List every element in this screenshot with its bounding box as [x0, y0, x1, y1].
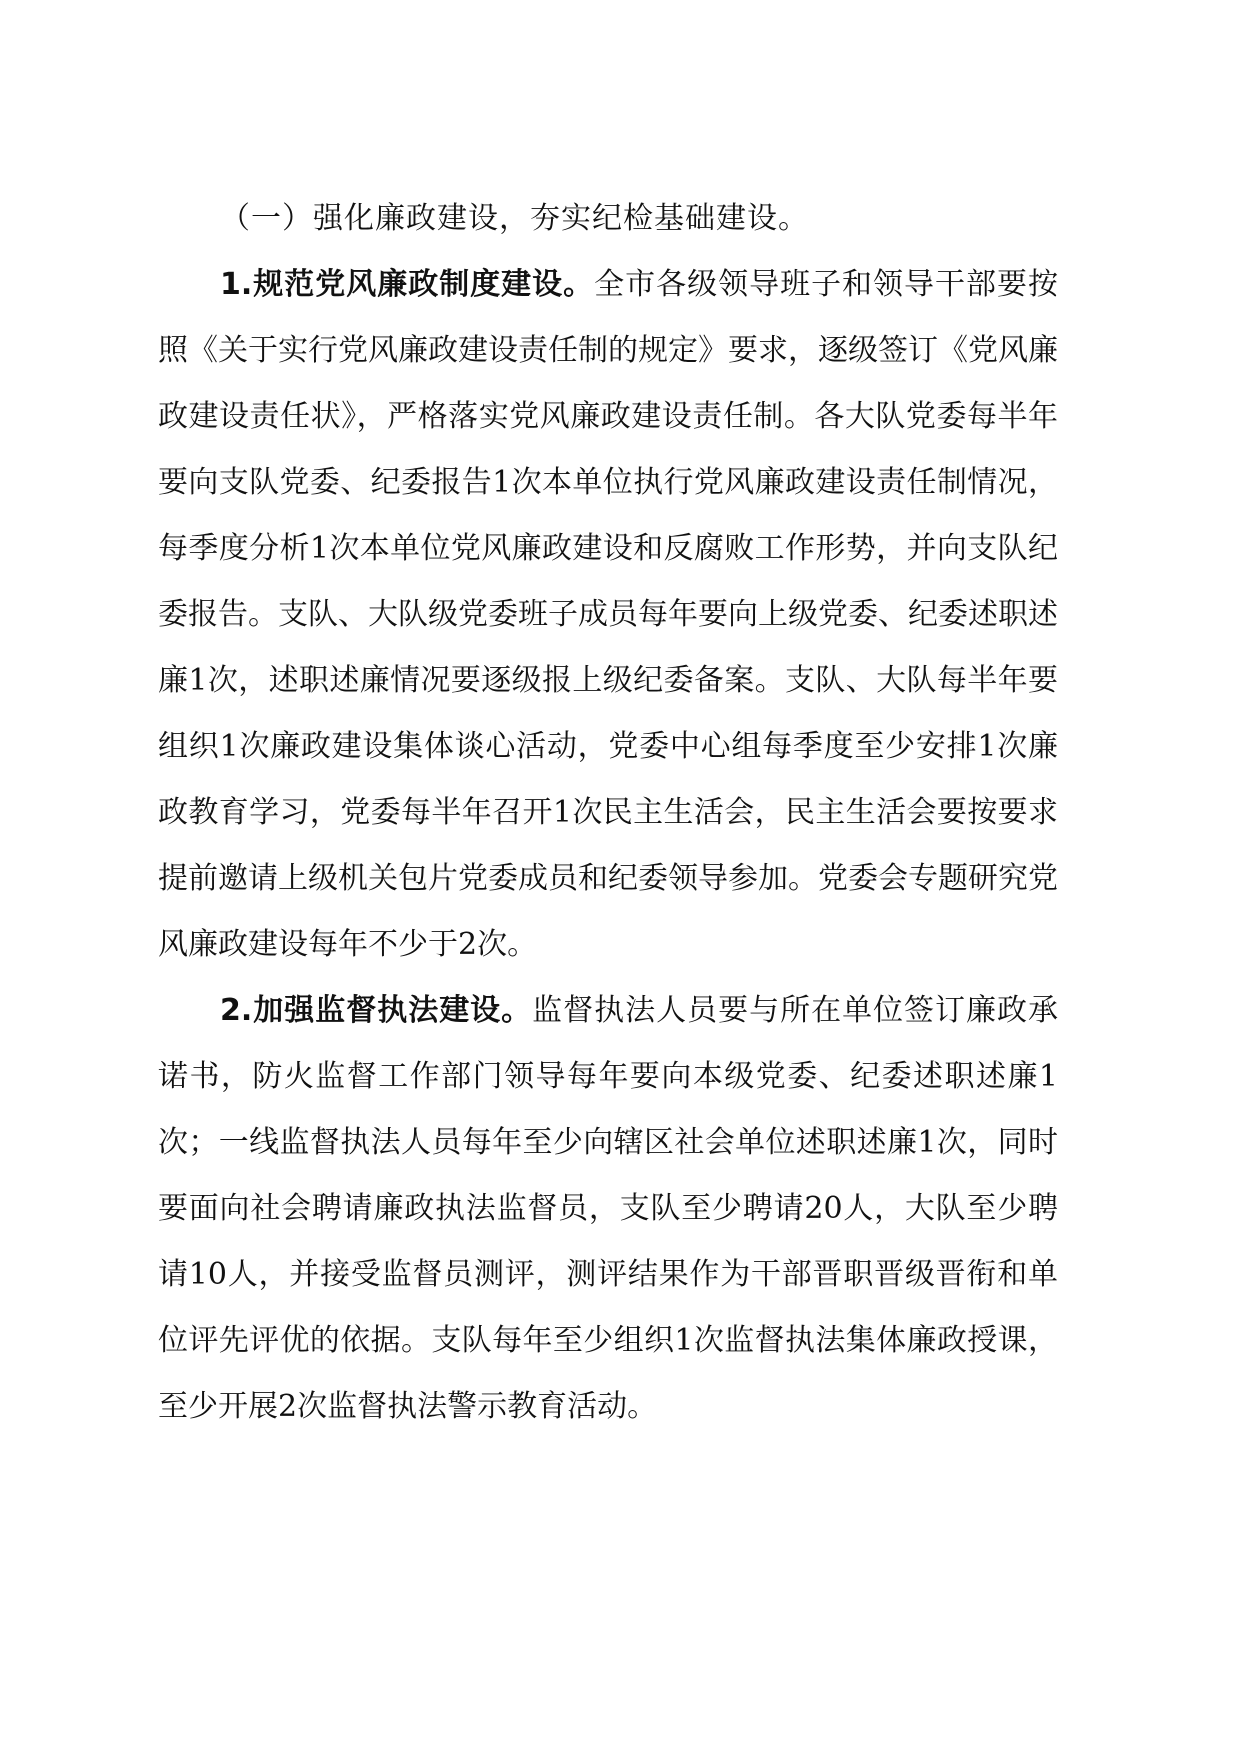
- paragraph-2: [158, 978, 1058, 1440]
- paragraph-1-body: 全市各级领导班子和领导干部要按照《关于实行党风廉政建设责任制的规定》要求，逐级签订《党风廉政建设责任状》，严格落实党风廉政建设责任制。各大队党委每半年要向支队党委、纪委报告1次本单位执行党风廉政建设责任制情况，每季度分析1次本单位党风廉政建设和反腐败工作形势，并向支队纪委报告。支队、大队级党委班子成员每年要向上级党委、纪委述职述廉1次，述职述廉情况要逐级报上级纪委备案。支队、大队每半年要组织1次廉政建设集体谈心活动，党委中心组每季度至少安排1次廉政教育学习，党委每半年召开1次民主生活会，民主生活会要按要求提前邀请上级机关包片党委成员和纪委领导参加。党委会专题研究党风廉政建设每年不少于2次。: [158, 267, 1058, 962]
- paragraph-1-title: 1.规范党风廉政制度建设。: [220, 267, 595, 302]
- paragraph-2-title: 2.加强监督执法建设。: [220, 993, 533, 1028]
- document-body: [158, 186, 1058, 1440]
- paragraph-2-body: 监督执法人员要与所在单位签订廉政承诺书，防火监督工作部门领导每年要向本级党委、纪委述职述廉1次；一线监督执法人员每年至少向辖区社会单位述职述廉1次，同时要面向社会聘请廉政执法监督员，支队至少聘请20人，大队至少聘请10人，并接受监督员测评，测评结果作为干部晋职晋级晋衔和单位评先评优的依据。支队每年至少组织1次监督执法集体廉政授课，至少开展2次监督执法警示教育活动。: [158, 993, 1058, 1424]
- section-heading: （一）强化廉政建设，夯实纪检基础建设。: [220, 201, 809, 236]
- paragraph-1: [158, 252, 1058, 978]
